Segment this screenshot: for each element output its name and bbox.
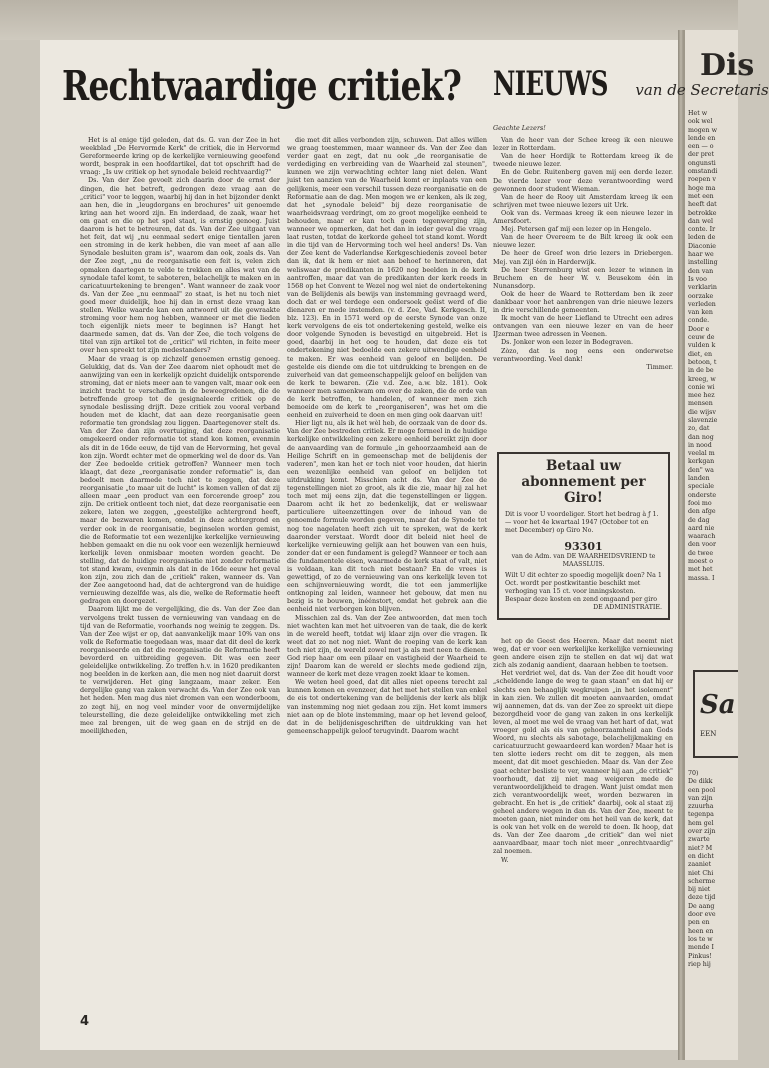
article-paragraph: Maar de vraag is op zichzelf genoemen ernstig genoeg. Gelukkig, dat ds. Van der Zee daarom niet ophoudt met de aanwijzing van een in kerkelijk opzicht duidelijk ontsporende stroming, dat er niets meer aan te vangen valt, maar ook een inzicht tracht te verschaffen in de beweegredenen, die de betreffende groep tot de gesignaleerde critiek op de synodale beslissing drijft. Deze critiek zou vooral verband houden met de klacht, dat aan deze reorganisatie geen reformatie ten grondslag zou liggen. Daartegenover stelt ds. Van der Zee dan zijn overtuiging, dat deze reorganisatie omgekeerd onder reformatie tot stand kon komen, evenmin als dit in de 16de eeuw, de tijd van de Hervorming, het geval kon zijn. Wordt echter met de opmerking wel de door ds. Van der Zee bedoelde critiek getroffen? Wanneer men toch klaagt, dat deze „reorganisatie zonder reformatie" is, dan bedoelt men daarmede toch niet te zeggen, dat deze reorganisatie „to maar uit de lucht" is komen vallen of dat zij alleen maar „een product van een forcerende groep" zou zijn. De critiek ontleent toch niet, dat deze reorganisatie een zekere, laten we zeggen, „geestelijke achtergrond heeft, maar de bezwaren komen, omdat in deze achtergrond en verder ook in de reorganisatie, beginselen worden gemist, die de Reformatie tot een wezenlijke kerkelijke vernieuwing hebben gemaakt en die nu ook voor een wezenlijk hernieuwd kerkelijk leven onmisbaar moeten worden geacht. De stelling, dat de huidige reorganisatie niet zonder reformatie tot stand kwam, evenmin als dat in de 16de eeuw het geval kon zijn, zou zich dan de „critiek" raken, wanneer ds. Van der Zee aangetoond had, dat de achtergrond van de huidige vernieuwing dezelfde was, als die, welke de Reformatie heeft gedragen en doorgezet. <box>80 354 280 606</box>
page-number: 4 <box>80 1014 90 1029</box>
next-page-text-top: Het w ook wel mogen w lende en een — o der pret ongunsti omstandi roepen v hoge ma met een heeft dat betrokke dan wel conte. Ir leden de Diaconie haar we instelling den van Is voo verklarin oorzake verleden van ken conde. Door e ceuw de vulden k diet, en betoon, t in de be kreeg, w conie wi mee hez mensen die wijsv slavenzie zo, dat dan nog in nood veelal m kerkgan den" wa landen speciale onderste fooi mo den afge de dag aard nie waarach den voor de twee moest o met het massa. I <box>688 110 718 582</box>
news-salutation: Geachte Lezers! <box>493 124 546 132</box>
news-signature: Timmer. <box>646 362 673 371</box>
news-paragraph: Ook de heer de Waard te Rotterdam ben ik zeer dankbaar voor het aanbrengen van drie nieuwe lezers in drie verschillende gemeenten. <box>493 289 673 315</box>
next-page-text-bottom: 70) De dikk een pool van zijn zzuurha tegenpa hem gel over zijn zwarte niet? M en dicht zaaniet niet Chi scherme bij niet deze tijd De aang door eve pen en heen en los te w mende I Pinkus! riep hij <box>688 770 716 968</box>
article-paragraph: Het verdriet wel, dat ds. Van der Zee dit houdt voor „scheldende lange de weg te gaan staan" en dat hij er slechts een behaaglijk wegkruipen „in het isolement" in kan zien. We zullen dit moeten aanvaarden, omdat wij aannemen, dat ds. van der Zee zo spreekt uit diepe bezorgdheid voor de gang van zaken in ons kerkelijk leven, al moet me wel de vraag van het hart of dat, wat vroeger gold als eis van gehoorzaamheid aan Gods Woord, nu slechts als sabotage, belachelijkmaking en caricatuurzucht gewaardeerd kan worden? Maar het is ten slotte ieders recht om dit te zeggen, als men meent, dat dit moet geschieden. Maar ds. Van der Zee gaat echter besliste te ver, wanneer hij aan „de critiek" voorhoudt, dat zij niet mag weigeren mede de verantwoordelijkheid te dragen. Want juist omdat men zich verantwoordelijk weet, worden bezwaren in gebracht. En het is „de critiek" daarbij, ook al staat zij geheel andere wegen in dan ds. Van der Zee, meent te moeten gaan, niet minder om het heil van de kerk, dat is ook van het volk en de wereld te doen. Ik hoop, dat ds. Van der Zee daarom „de critiek" dan wel niet aanvaardbaar, maar toch niet meer „onrechtvaardig" zal noemen. <box>493 669 673 856</box>
ad-text: Dit is voor U voordeliger. Stort het bedrag à ƒ 1.— voor het 4e kwartaal 1947 (October tot en met December) op Giro No. <box>505 511 659 534</box>
ad-organisation: van de Adm. van DE WAARHEIDSVRIEND te MAASSLUIS. <box>511 553 656 568</box>
news-paragraph: Mej. Petersen gaf mij een lezer op in Hengelo. <box>501 225 652 234</box>
news-paragraph: De heer Sterrenburg wist een lezer te winnen in Bruchem en de heer W. v. Beusekom één in Nunansdorp. <box>493 265 673 290</box>
article-column-1 <box>80 136 280 993</box>
ad-signature: DE ADMINISTRATIE. <box>593 604 662 611</box>
news-column-top <box>493 124 673 414</box>
next-page-subtitle: EEN <box>700 730 717 738</box>
next-page-headline: Dis <box>700 48 755 83</box>
news-paragraph: De heer de Greef won drie lezers in Driebergen. Mej. van Zijl één in Harderwijk. <box>493 249 673 266</box>
headline: Rechtvaardige critiek? <box>62 62 462 110</box>
article-paragraph: Misschien zal ds. Van der Zee antwoorden, dat men toch niet wachten kan met het uitvoeren van de taak, die de kerk in de wereld heeft, totdat wij klaar zijn over die vragen. Ik weet dat zo net nog niet. Want de roeping van de kerk kan toch niet zijn, de wereld zowel met ja als met neen te dienen. God riep haar om een pilaar en vastigheid der Waarheid te zijn! Daarom kan de wereld er slechts mede gediend zijn, wanneer de kerk met deze vragen zoekt klaar te komen. <box>287 613 487 679</box>
ad-title: Betaal uw abonnement per Giro! <box>521 458 646 506</box>
news-paragraph: Van de heer Hordijk te Rotterdam kreeg ik de tweede nieuwe lezer. <box>493 152 673 169</box>
news-paragraph: Ook van ds. Vermaas kreeg ik een nieuwe lezer in Amersfoort. <box>493 208 673 226</box>
news-paragraph: Zòzo, dat is nog eens een onderwetse verantwoording. Veel dank! <box>493 346 673 363</box>
news-paragraph: Van de heer de Rooy uit Amsterdam kreeg ik een schrijven met twee nieuwe lezers uit Urk. <box>493 192 673 209</box>
article-paragraph: Het is al enige tijd geleden, dat ds. G. van der Zee in het weekblad „De Hervormde Kerk" de critiek, die in Hervormd Gereformeerde kring op de kerkelijke vernieuwing geoefend wordt, besprak in een hoofdartikel, dat tot opschrift had de vraag: „Is uw critiek op het synodale beleid rechtvaardig?" <box>80 136 280 177</box>
scan-border <box>0 0 738 40</box>
article-paragraph: het op de Geest des Heeren. Maar dat neemt niet weg, dat er voor een werkelijke kerkelijke vernieuwing geen andere eisen zijn te stellen en dat wij dat wat zich als zodanig aandient, daaraan hebben te toetsen. <box>493 637 673 670</box>
article-column-3 <box>493 637 673 992</box>
news-title-small: van de Secretaris <box>635 81 769 99</box>
article-paragraph: We weten heel goed, dat dit alles niet opeens terecht zal kunnen komen en evenzeer, dat het met het stellen van enkel de eis tot ondertekening van de belijdenis der kerk als blijk van instemming nog niet gedaan zou zijn. Het komt immers niet aan op de blote instemming, maar op het levend geloof, dat in de belijdenisgeschriften de uitdrukking van het gemeenschappelijk geloof terugvindt. Daarom wacht <box>287 678 487 735</box>
article-paragraph: Ds. Van der Zee gevoelt zich daarin door de ernst der dingen, die het betreft, gedrongen deze vraag aan de „critici" voor te leggen, waarbij hij dan in het bijzonder denkt aan hen, die in „leugdorgans en brochures" uit genoemde kring aan het woord zijn. En inderdaad, de zaak, waar het om gaat en die op het spel staat, is ernstig genoeg. Juist daarom is het te betreuren, dat ds. Van der Zee uitgaat van het feit, dat wij „nu eenmaal sedert enige tientallen jaren een stroming in de kerk hebben, die van meet af aan alle Synodale besluiten gram is", waarom dan ook, zoals ds. Van der Zee zegt, „nu de reorganisatie een feit is, velen zich opmaken daartegen te velde te trekken en alles wat van de synodale tafel komt, te saboteren, belachelijk te maken en in caricatuurtekening te brengen". Want wanneer de zaak voor ds. Van der Zee „nu eenmaal" zo staat, is het nu toch niet goed meer duidelijk, hoe hij dan in ernst deze vraag kan stellen. Welke waarde kan een antwoord uit die gewraakte stroming voor hem nog hebben, wanneer er met die lieden toch eigenlijk niets meer te beginnen is? Hangt het daarmede samen, dat ds. Van der Zee, die toch volgens de titel van zijn artikel tot de „critici" wil richten, in feite meer over hen spreekt tot zijn medestanders? <box>80 176 280 355</box>
news-paragraph: En de Gebr. Ruitenberg gaven mij een derde lezer. De vierde lezer voor deze verantwoording werd gewonnen door student Wieman. <box>493 168 673 193</box>
giro-advert <box>497 452 670 620</box>
news-paragraph: Van de heer Overeem te de Bilt kreeg ik ook een nieuwe lezer. <box>493 233 673 250</box>
article-signature: W. <box>501 855 509 864</box>
news-paragraph: Ik mocht van de heer Liefland te Utrecht een adres ontvangen van een nieuwe lezer en van de heer IJzerman twee adressen in Veenen. <box>493 314 673 339</box>
ad-text-2: Wilt U dit echter zo spoedig mogelijk doen? Na 1 Oct. wordt per postkwitantie beschikt met verhoging van 15 ct. voor inningskosten. Bespaar deze kosten en zend omgaand per giro <box>505 572 662 603</box>
news-paragraph: Van de heer van der Schee kreeg ik een nieuwe lezer in Rotterdam. <box>493 136 673 153</box>
article-paragraph: die met dit alles verbonden zijn, schuwen. Dat alles willen we graag toestemmen, maar wanneer ds. Van der Zee dan verder gaat en zegt, dat nu ook „de reorganisatie de verdediging en verbreiding van de Waarheid zal steunen", kunnen we zijn verwachting echter lang niet delen. Want juist ten aanzien van de Waarheid komt er inplaats van een gelijkenis, meer een verschil tussen deze reorganisatie en de Reformatie aan de dag. Men mogen we er kenken, als ik zeg, dat het „synodale beleid" bij deze reorganisatie de waarheidsvraag verdringt, om zo groot mogelijke eenheid te behouden, maar er kan toch geen tegenwerping zijn, wanneer we opmerken, dat het dan in ieder geval die vraag laat rusten, totdat de kerkorde geheel tot stand komt. Wordt in die tijd van de Hervorming toch wel heel anders! Ds. Van der Zee kent de Vaderlandse Kerkgeschiedenis zoveel beter dan ik, dat ik hem er niet aan behoef te herinneren, dat weliswaar de predikanten in 1620 nog beelden in de kerk aantroffen, maar dat van de predikanten der kerk reeds in 1568 op het Convent te Wezel nog wel niet de ondertekening van de Belijdenis als bewijs van instemming gevraagd werd, doch dat er wel terdege een ondersoek geëist werd of die dienaren er mede instemden. (v. d. Zee, Vad. Kerkgesch. II, blz. 123). En in 1571 werd op de eerste Synode van onze kerk vervolgens de eis tot ondertekening gesteld, welke eis door volgende Synoden is bevestigd en uitgebreid. Het is goed, daarbij in het oog te houden, dat deze eis tot ondertekening niet bedoelde een zekere uitwendige eenheid te maken. Er was eenheid van geloof en belijden. De gestelde eis diende om die tot uitdrukking te brengen en de zuiverheid van dat gemeenschappelijk geloof en belijden van de kerk te bewaren. (Zie v.d. Zee, a.w. blz. 181). Ook wanneer men samenkwam om over de zaken, die de orde van de kerk betroffen, te handelen, of wanneer men zich bemoeide om de kerk te „reorganiseren", was het om die eenheid en zuiverheid te doen en men ging ook daarvan uit! <box>287 136 487 420</box>
article-paragraph: Daarom lijkt me de vergelijking, die ds. Van der Zee dan vervolgens trekt tussen de vernieuwing van vandaag en de tijd van de Reformatie, voorhands nog weinig te zeggen. Ds. Van der Zee wijst er op, dat aanvankelijk maar 10% van ons volk de Reformatie toegedaan was, maar dat dit deel de kerk reorganiseerde en dat die reorganisatie de Reformatie heeft bevorderd en uitbreiding gegeven. Dit was een zeer geleidelijke ontwikkeling. Zo treffen h.v. in 1620 predikanten nog beelden in de kerken aan, die men nog niet daaruit dorst te verwijderen. Het ging langzaam, maar zeker. Een dergelijke gang van zaken verwacht ds. Van der Zee ook van het heden. Men mag dus niet dromen van een wonderboom, zo zegt hij, en nog veel minder voor de onvermijdelijke teleurstelling, die deze geleidelijke ontwikkeling met zich mee zal brengen, uit de weg gaan en de strijd en de moeilijkheden, <box>80 605 280 735</box>
next-page-title: Sa <box>700 690 736 720</box>
news-paragraph: Ds. Jonker won een lezer in Bodegraven. <box>501 338 634 347</box>
article-paragraph: Hier ligt nu, als ik het wèl heb, de oorzaak van de door ds. Van der Zee bestreden critiek. Er moge formeel in de huidige kerkelijke ontwikkeling een zekere eenheid bereikt zijn door de aanvaarding van de formule „in gehoorzaamheid aan de Heilige Schrift en in gemeenschap met de belijdenis der vaderen", men kan het er toch niet voor houden, dat hierin een wezenlijke eenheid van geloof en belijden tot uitdrukking komt. Misschien acht ds. Van der Zee de tegenstellingen niet zo groot, als ik die zie, maar hij zal het toch met mij eens zijn, dat die tegenstellingen er liggen. Daarom acht ik het zo bedenkelijk, dat er weliswaar particuliere uiteenzettingen over de inhoud van de genoemde formule worden gegeven, maar dat de Synode tot nog toe nagelaten heeft zich uit te spreken, wat de kerk daaronder verstaat. Wordt door dit beleid niet heel de kerkelijke vernieuwing gelijk aan het bouwen van een huis, zonder dat er een fundament is gelegd? Wanneer er toch aan die fundamentele eisen, waarmede de kerk staat of valt, niet is voldaan, kan dit toch niet bestaan? En de vrees is gewettigd, of zo de vernieuwing van ons kerkelijk leven tot een schijnvernieuwing wordt, die tot een jammerlijke ontknoping zal leiden, wanneer het gebouw, dat men nu bezig is te bouwen, inéénstort, omdat het gebrek aan die eenheid niet verborgen kon blijven. <box>287 419 487 614</box>
article-column-2 <box>287 136 487 993</box>
news-title-big: NIEUWS <box>493 64 608 104</box>
giro-number: 93301 <box>564 540 603 553</box>
